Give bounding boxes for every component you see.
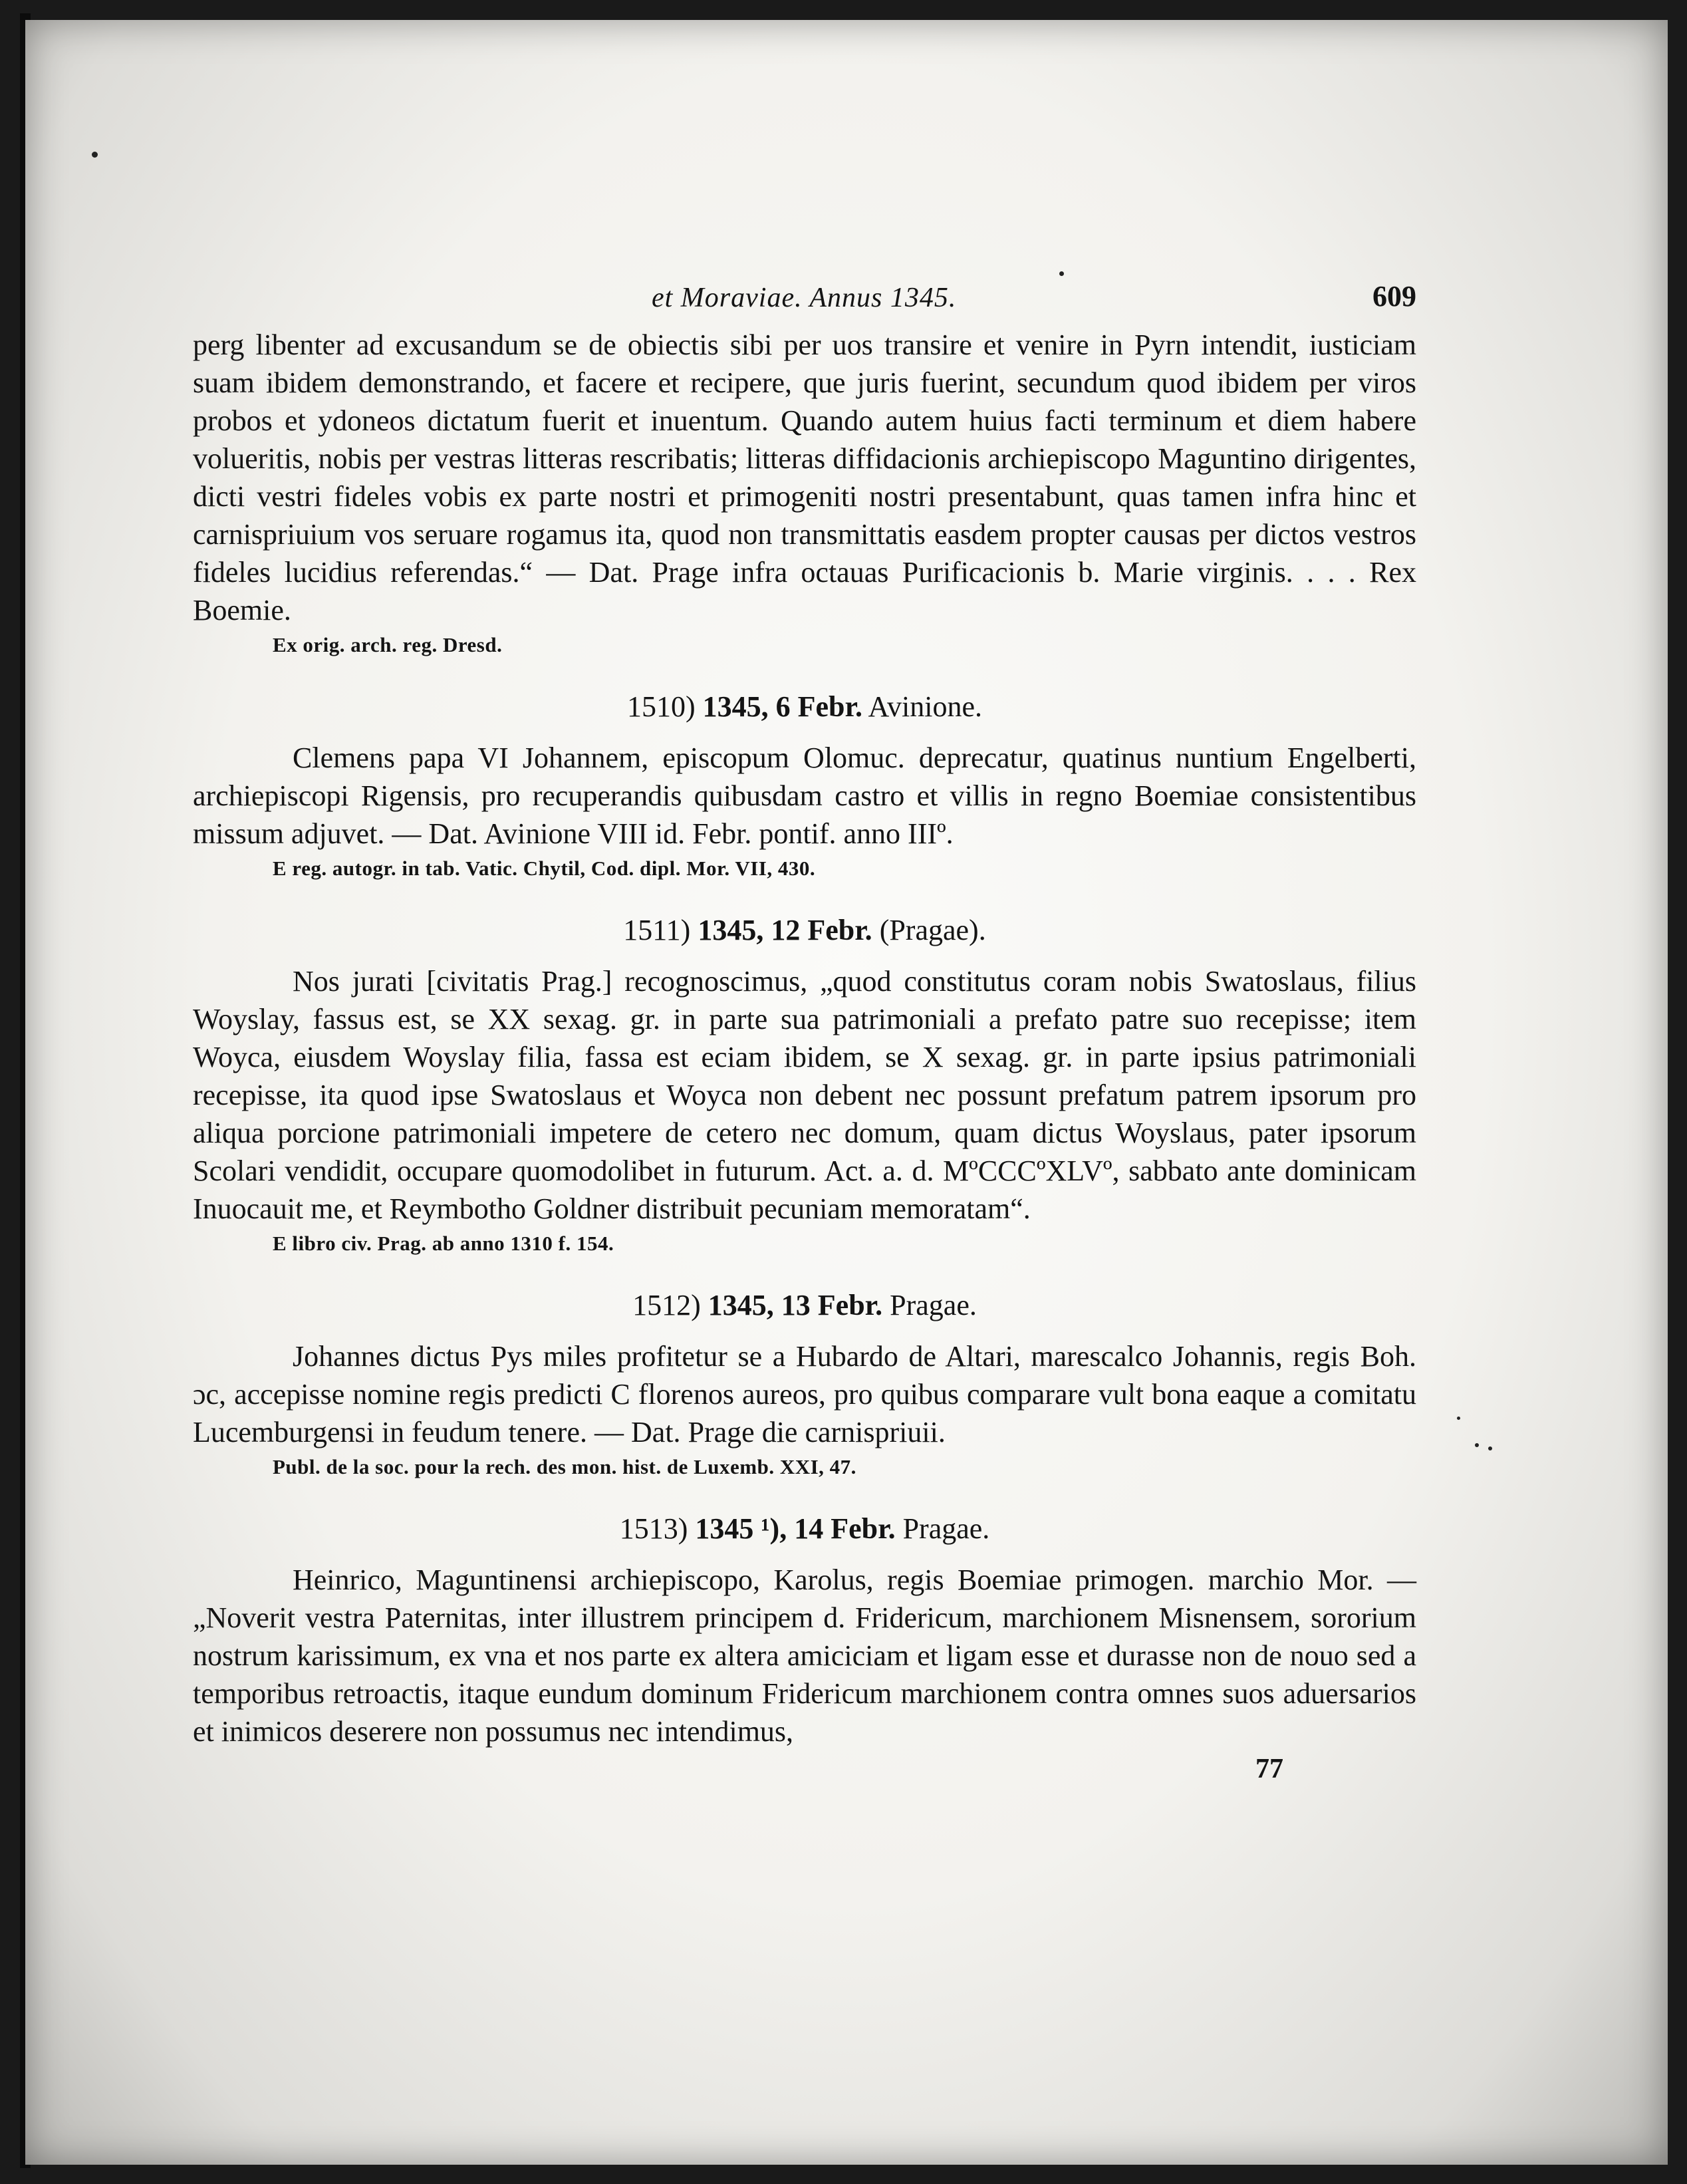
continuation-text: perg libenter ad excusandum se de obiectis sibi per uos transire et venire in Pyrn intendit, iusticiam suam ibidem demonstrando, et facere et recipere, que juris fuerint, secundum quod ibidem per viros probos et ydoneos dictatum fuerit et inuentum. Quando autem huius facti terminum et diem habere volueritis, nobis per vestras litteras rescribatis; litteras diffidacionis archiepiscopo Maguntino dirigentes, dicti vestri fideles vobis ex parte nostri et primogeniti nostri presentabunt, quas tamen infra hinc et carnispriuium vos seruare rogamus ita, quod non transmittatis easdem propter causas per dictos vestros fideles lucidius referendas.“ — Dat. Prage infra octauas Purificacionis b. Marie virginis. . . . Rex Boemie. bbox=[193, 329, 1416, 626]
entry-number: 1512) bbox=[632, 1289, 701, 1321]
entry-heading bbox=[193, 1286, 1416, 1324]
running-head bbox=[193, 273, 1416, 326]
entry-number: 1511) bbox=[623, 914, 691, 946]
entry-heading bbox=[193, 911, 1416, 949]
entry-place: Pragae. bbox=[902, 1512, 990, 1545]
entry-date: 1345, 6 Febr. bbox=[702, 690, 862, 723]
signature-number: 77 bbox=[1255, 1754, 1283, 1784]
entry-date: 1345, 12 Febr. bbox=[698, 914, 872, 946]
entry-text: Nos jurati [civitatis Prag.] recognoscimus, „quod constitutus coram nobis Swatoslaus, filius Woyslay, fassus est, se XX sexag. gr. in parte sua patrimoniali a prefato patre suo recepisse; item Woyca, eiusdem Woyslay filia, fassa est eciam ibidem, se X sexag. gr. in parte ipsius patrimoniali recepisse, ita quod ipse Swatoslaus et Woyca non debent nec possunt prefatum patrem ipsorum pro aliqua porcione patrimoniali impetere de cetero nec domum, quam dictus Woyslaus, pater ipsorum Scolari vendidit, occupare quomodolibet in futurum. Act. a. d. MºCCCºXLVº, sabbato ante dominicam Inuocauit me, et Reymbotho Goldner distribuit pecuniam memoratam“. bbox=[193, 965, 1416, 1225]
ink-speck bbox=[1457, 1417, 1460, 1420]
entry-place: Avinione. bbox=[868, 690, 983, 723]
entry-heading bbox=[193, 1510, 1416, 1548]
entry-place: Pragae. bbox=[890, 1289, 977, 1321]
entry-heading bbox=[193, 688, 1416, 726]
page-content bbox=[193, 273, 1416, 1790]
signature-mark bbox=[193, 1750, 1416, 1790]
entry-number: 1510) bbox=[626, 690, 696, 723]
entry-date: 1345 ¹), 14 Febr. bbox=[695, 1512, 896, 1545]
running-title: et Moraviae. Annus 1345. bbox=[652, 283, 957, 313]
source-note: E reg. autogr. in tab. Vatic. Chytil, Cod. dipl. Mor. VII, 430. bbox=[273, 857, 816, 880]
entry-place: (Pragae). bbox=[879, 914, 986, 946]
page-number: 609 bbox=[1372, 280, 1416, 313]
ink-speck bbox=[92, 152, 98, 158]
ink-speck bbox=[1475, 1443, 1479, 1447]
entry-number: 1513) bbox=[619, 1512, 688, 1545]
entry-text: Johannes dictus Pys miles profitetur se a Hubardo de Altari, marescalco Johannis, regis Boh. ɔc, accepisse nomine regis predicti C florenos aureos, pro quibus comparare vult bona eaque a comitatu Lucemburgensi in feudum tenere. — Dat. Prage die carnispriuii. bbox=[193, 1340, 1416, 1448]
entry-text: Heinrico, Maguntinensi archiepiscopo, Karolus, regis Boemiae primogen. marchio Mor. — „Noverit vestra Paternitas, inter illustrem principem d. Fridericum, marchionem Misnensem, sororium nostrum karissimum, ex vna et nos parte ex altera amiciciam et ligam esse et durasse non de nouo sed a temporibus retroactis, itaque eundum dominum Fridericum marchionem contra omnes suos aduersarios et inimicos deserere non possumus nec intendimus, bbox=[193, 1564, 1416, 1748]
source-note: Ex orig. arch. reg. Dresd. bbox=[273, 633, 503, 656]
entry-date: 1345, 13 Febr. bbox=[708, 1289, 883, 1321]
ink-speck bbox=[1488, 1446, 1492, 1450]
source-note: Publ. de la soc. pour la rech. des mon. hist. de Luxemb. XXI, 47. bbox=[273, 1455, 856, 1478]
source-note: E libro civ. Prag. ab anno 1310 f. 154. bbox=[273, 1232, 614, 1255]
entry-text: Clemens papa VI Johannem, episcopum Olomuc. deprecatur, quatinus nuntium Engelberti, archiepiscopi Rigensis, pro recuperandis quibusdam castro et villis in regno Boemiae consistentibus missum adjuvet. — Dat. Avinione VIII id. Febr. pontif. anno IIIº. bbox=[193, 742, 1416, 850]
